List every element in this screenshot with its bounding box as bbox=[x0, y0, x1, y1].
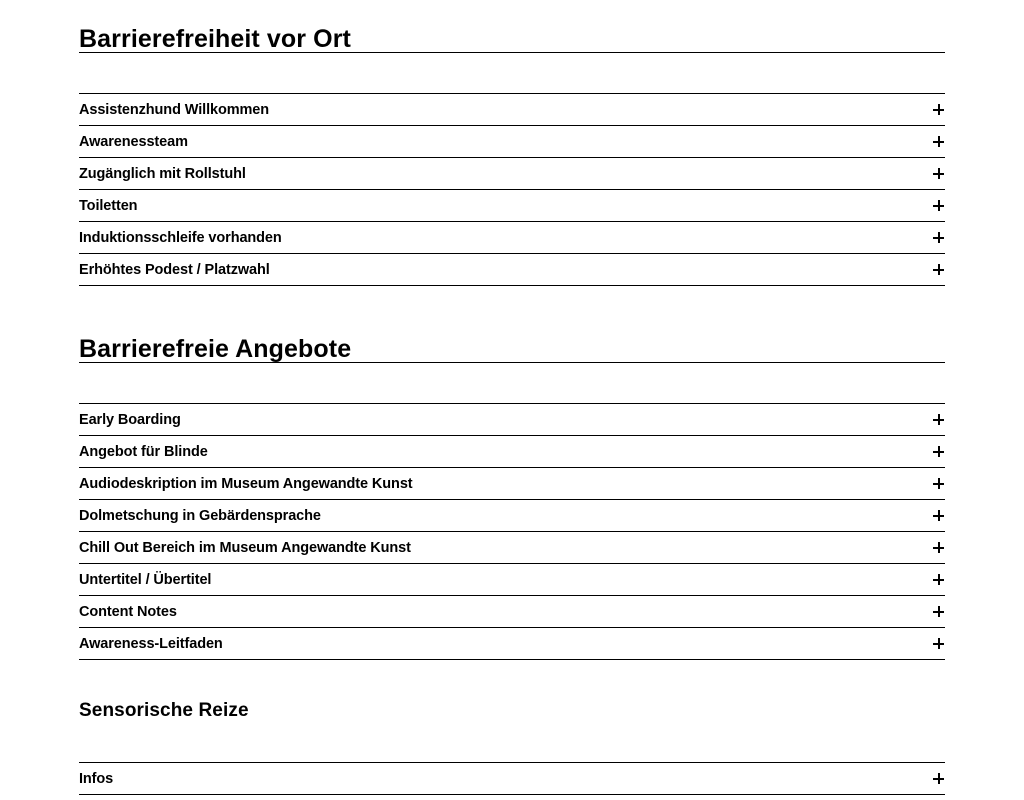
plus-icon[interactable] bbox=[933, 606, 944, 617]
accordion-item-podest[interactable] bbox=[79, 254, 945, 286]
accordion-item-label: Chill Out Bereich im Museum Angewandte Kunst bbox=[79, 539, 411, 556]
accordion-item-label: Induktionsschleife vorhanden bbox=[79, 229, 282, 246]
accordion-list-barrierefreie-angebote bbox=[79, 403, 945, 660]
accordion-item-label: Awarenessteam bbox=[79, 133, 188, 150]
accordion-item-rollstuhl[interactable] bbox=[79, 158, 945, 190]
plus-icon[interactable] bbox=[933, 542, 944, 553]
accordion-item-awareness-leitfaden[interactable] bbox=[79, 628, 945, 660]
plus-icon[interactable] bbox=[933, 773, 944, 784]
accordion-item-infos[interactable] bbox=[79, 763, 945, 795]
accordion-item-audiodeskription[interactable] bbox=[79, 468, 945, 500]
accordion-item-early-boarding[interactable] bbox=[79, 404, 945, 436]
accordion-item-toiletten[interactable] bbox=[79, 190, 945, 222]
accordion-item-blinde[interactable] bbox=[79, 436, 945, 468]
accordion-item-label: Assistenzhund Willkommen bbox=[79, 101, 270, 118]
section-title-barrierefreiheit-vor-ort: Barrierefreiheit vor Ort bbox=[79, 24, 945, 53]
accordion-list-sensorische-reize bbox=[79, 762, 945, 795]
plus-icon[interactable] bbox=[933, 136, 944, 147]
accordion-item-gebaerdensprache[interactable] bbox=[79, 500, 945, 532]
accordion-item-label: Erhöhtes Podest / Platzwahl bbox=[79, 261, 270, 278]
plus-icon[interactable] bbox=[933, 232, 944, 243]
accordion-item-label: Awareness-Leitfaden bbox=[79, 635, 223, 652]
accordion-item-label: Audiodeskription im Museum Angewandte Kunst bbox=[79, 475, 413, 492]
plus-icon[interactable] bbox=[933, 478, 944, 489]
plus-icon[interactable] bbox=[933, 414, 944, 425]
accordion-item-label: Angebot für Blinde bbox=[79, 443, 208, 460]
plus-icon[interactable] bbox=[933, 264, 944, 275]
plus-icon[interactable] bbox=[933, 446, 944, 457]
accordion-item-induktionsschleife[interactable] bbox=[79, 222, 945, 254]
section-title-barrierefreie-angebote: Barrierefreie Angebote bbox=[79, 334, 945, 363]
accordion-list-barrierefreiheit-vor-ort bbox=[79, 93, 945, 286]
accordion-item-label: Dolmetschung in Gebärdensprache bbox=[79, 507, 321, 524]
accordion-item-label: Infos bbox=[79, 770, 114, 787]
plus-icon[interactable] bbox=[933, 638, 944, 649]
accordion-item-label: Toiletten bbox=[79, 197, 138, 214]
accordion-item-chill-out[interactable] bbox=[79, 532, 945, 564]
plus-icon[interactable] bbox=[933, 168, 944, 179]
plus-icon[interactable] bbox=[933, 104, 944, 115]
accordion-item-label: Zugänglich mit Rollstuhl bbox=[79, 165, 246, 182]
accordion-item-content-notes[interactable] bbox=[79, 596, 945, 628]
accordion-item-awarenessteam[interactable] bbox=[79, 126, 945, 158]
plus-icon[interactable] bbox=[933, 200, 944, 211]
accordion-item-label: Early Boarding bbox=[79, 411, 181, 428]
plus-icon[interactable] bbox=[933, 510, 944, 521]
plus-icon[interactable] bbox=[933, 574, 944, 585]
accordion-item-assistenzhund[interactable] bbox=[79, 94, 945, 126]
accordion-item-label: Content Notes bbox=[79, 603, 177, 620]
accordion-item-untertitel[interactable] bbox=[79, 564, 945, 596]
accordion-item-label: Untertitel / Übertitel bbox=[79, 571, 212, 588]
section-title-sensorische-reize: Sensorische Reize bbox=[79, 700, 249, 721]
